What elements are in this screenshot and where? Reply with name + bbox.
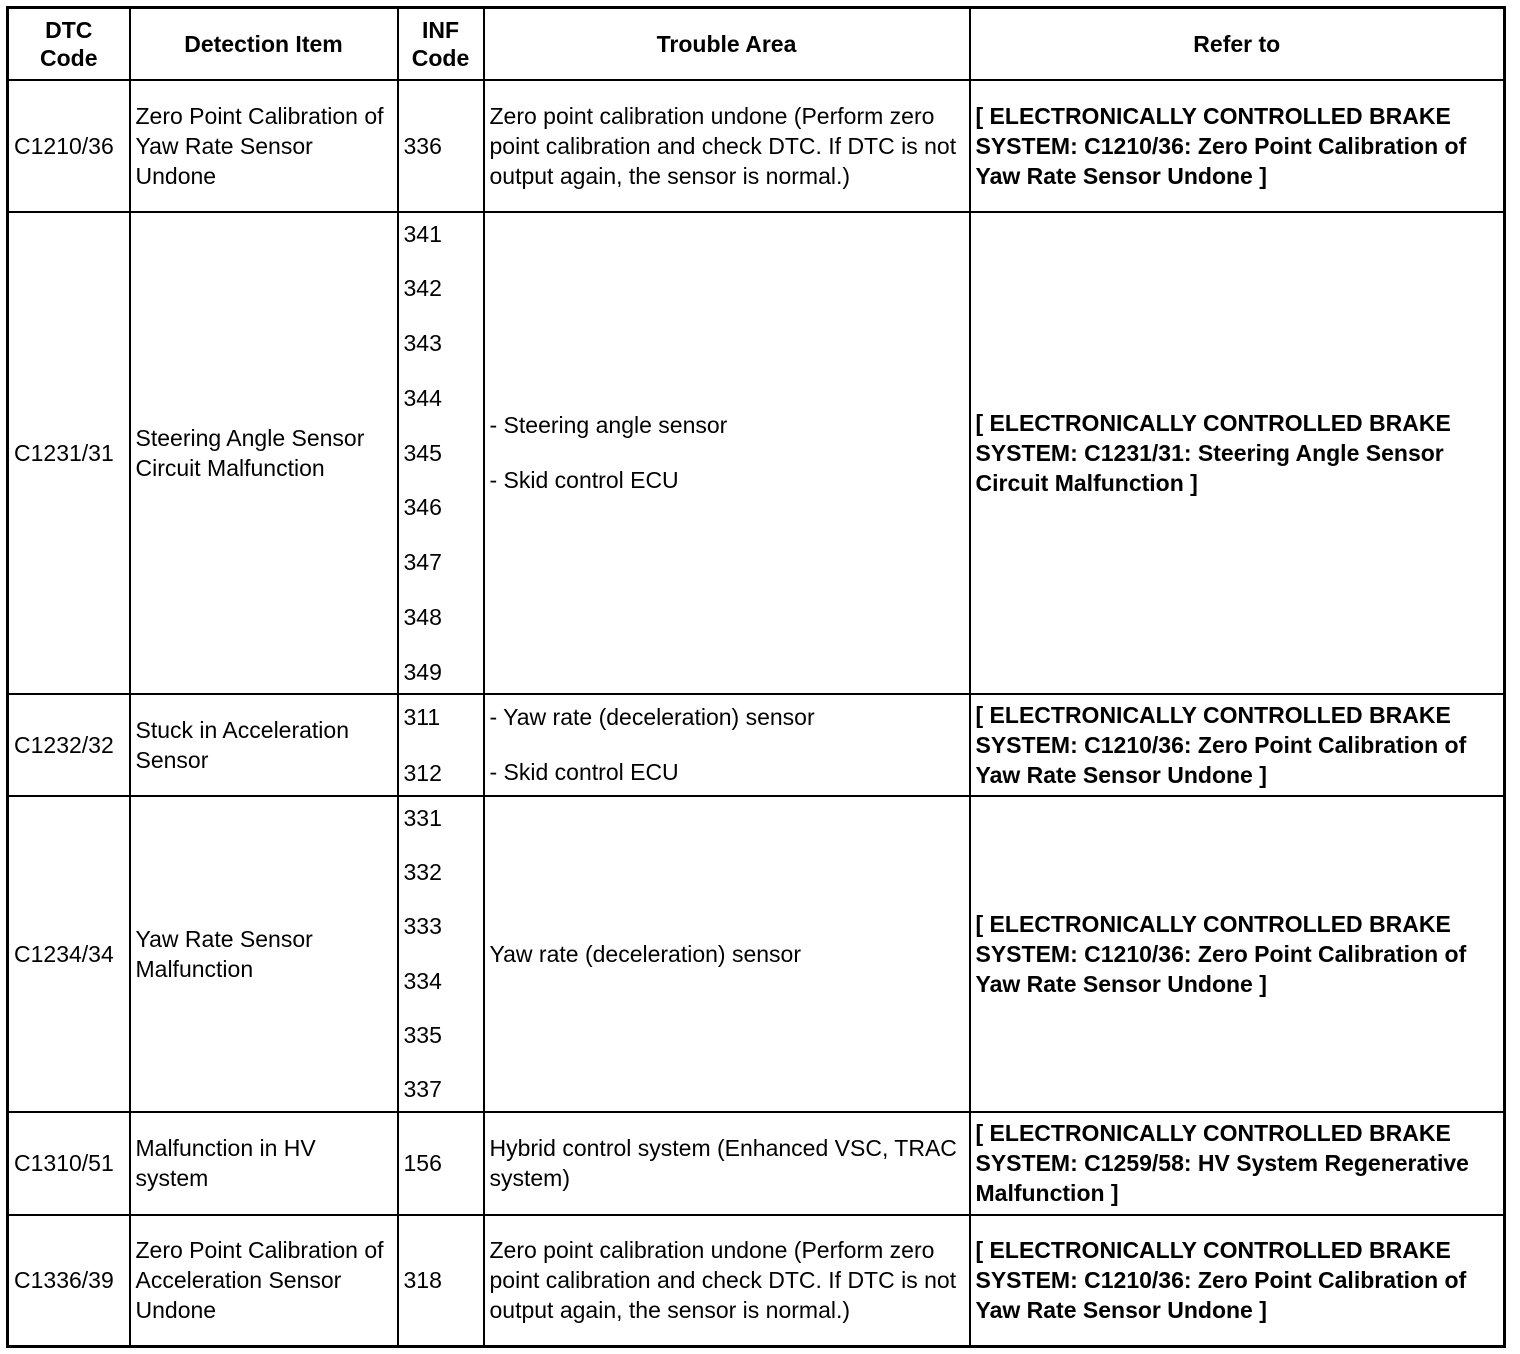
- inf-code: 345: [403, 439, 442, 466]
- trouble-area-text: - Skid control ECU: [489, 467, 679, 493]
- table-row: [8, 694, 1505, 796]
- detection-item-cell: Yaw Rate Sensor Malfunction: [130, 796, 398, 1112]
- inf-code: 343: [403, 330, 442, 356]
- detection-item-cell: Zero Point Calibration of Acceleration Sensor Undone: [130, 1215, 398, 1347]
- header-refer-to: Refer to: [970, 8, 1505, 80]
- trouble-area-cell: [484, 1112, 970, 1215]
- detection-item-cell: Malfunction in HV system: [130, 1112, 398, 1215]
- table-row: [8, 796, 1505, 1112]
- table-row: [8, 80, 1505, 212]
- inf-code: 311: [403, 703, 441, 730]
- dtc-code-cell: C1210/36: [8, 80, 130, 212]
- refer-to-link[interactable]: [ ELECTRONICALLY CONTROLLED BRAKE SYSTEM: C1231/31: Steering Angle Sensor Circuit Malfunction ]: [970, 212, 1505, 694]
- dtc-code-cell: C1310/51: [8, 1112, 130, 1215]
- trouble-area-cell: [484, 212, 970, 694]
- refer-to-link[interactable]: [ ELECTRONICALLY CONTROLLED BRAKE SYSTEM: C1259/58: HV System Regenerative Malfunction ]: [970, 1112, 1505, 1215]
- inf-code-cell: [398, 1112, 484, 1215]
- inf-code-cell: [398, 796, 484, 1112]
- refer-to-link[interactable]: [ ELECTRONICALLY CONTROLLED BRAKE SYSTEM: C1210/36: Zero Point Calibration of Yaw Rate Sensor Undone ]: [970, 796, 1505, 1112]
- inf-code: 312: [403, 759, 442, 786]
- inf-code: 333: [403, 913, 442, 940]
- trouble-area-cell: [484, 694, 970, 796]
- trouble-area-text: - Yaw rate (deceleration) sensor: [489, 704, 815, 730]
- trouble-area-text: Yaw rate (deceleration) sensor: [489, 940, 801, 967]
- inf-code: 336: [403, 132, 442, 159]
- table-row: [8, 1215, 1505, 1347]
- inf-code-cell: [398, 80, 484, 212]
- header-inf-code: INF Code: [398, 8, 484, 80]
- inf-code: 346: [403, 494, 442, 521]
- detection-item-cell: Stuck in Acceleration Sensor: [130, 694, 398, 796]
- trouble-area-cell: [484, 1215, 970, 1347]
- inf-code: 342: [403, 275, 442, 302]
- inf-code: 344: [403, 384, 442, 411]
- trouble-area-text: - Steering angle sensor: [489, 412, 728, 438]
- inf-code: 335: [403, 1022, 442, 1049]
- inf-code: 156: [403, 1150, 442, 1176]
- trouble-area-cell: [484, 796, 970, 1112]
- trouble-area-text: Zero point calibration undone (Perform zero point calibration and check DTC. If DTC is not output again, the sensor is normal.): [489, 102, 957, 189]
- inf-code-cell: [398, 694, 484, 796]
- dtc-code-cell: C1234/34: [8, 796, 130, 1112]
- dtc-code-cell: C1231/31: [8, 212, 130, 694]
- detection-item-cell: Zero Point Calibration of Yaw Rate Sensor Undone: [130, 80, 398, 212]
- inf-code-cell: [398, 1215, 484, 1347]
- dtc-code-cell: C1232/32: [8, 694, 130, 796]
- dtc-code-cell: C1336/39: [8, 1215, 130, 1347]
- header-row: [8, 8, 1505, 80]
- header-dtc-code: DTC Code: [8, 8, 130, 80]
- refer-to-link[interactable]: [ ELECTRONICALLY CONTROLLED BRAKE SYSTEM: C1210/36: Zero Point Calibration of Yaw Rate Sensor Undone ]: [970, 694, 1505, 796]
- inf-code: 318: [403, 1267, 442, 1294]
- trouble-area-cell: [484, 80, 970, 212]
- detection-item-cell: Steering Angle Sensor Circuit Malfunction: [130, 212, 398, 694]
- header-detection-item: Detection Item: [130, 8, 398, 80]
- inf-code: 341: [403, 220, 442, 247]
- table-row: [8, 212, 1505, 694]
- inf-code: 334: [403, 967, 442, 994]
- table-row: [8, 1112, 1505, 1215]
- inf-code: 332: [403, 858, 442, 885]
- refer-to-link[interactable]: [ ELECTRONICALLY CONTROLLED BRAKE SYSTEM: C1210/36: Zero Point Calibration of Yaw Rate Sensor Undone ]: [970, 80, 1505, 212]
- trouble-area-text: - Skid control ECU: [489, 759, 679, 785]
- inf-code: 347: [403, 549, 442, 575]
- refer-to-link[interactable]: [ ELECTRONICALLY CONTROLLED BRAKE SYSTEM: C1210/36: Zero Point Calibration of Yaw Rate Sensor Undone ]: [970, 1215, 1505, 1347]
- inf-code: 348: [403, 603, 442, 630]
- header-trouble-area: Trouble Area: [484, 8, 970, 80]
- inf-code-cell: [398, 212, 484, 694]
- trouble-area-text: Zero point calibration undone (Perform zero point calibration and check DTC. If DTC is not output again, the sensor is normal.): [489, 1237, 957, 1324]
- inf-code: 331: [403, 804, 442, 831]
- dtc-table: [6, 6, 1506, 1348]
- trouble-area-text: Hybrid control system (Enhanced VSC, TRAC system): [489, 1135, 957, 1191]
- inf-code: 337: [403, 1076, 442, 1103]
- inf-code: 349: [403, 658, 442, 685]
